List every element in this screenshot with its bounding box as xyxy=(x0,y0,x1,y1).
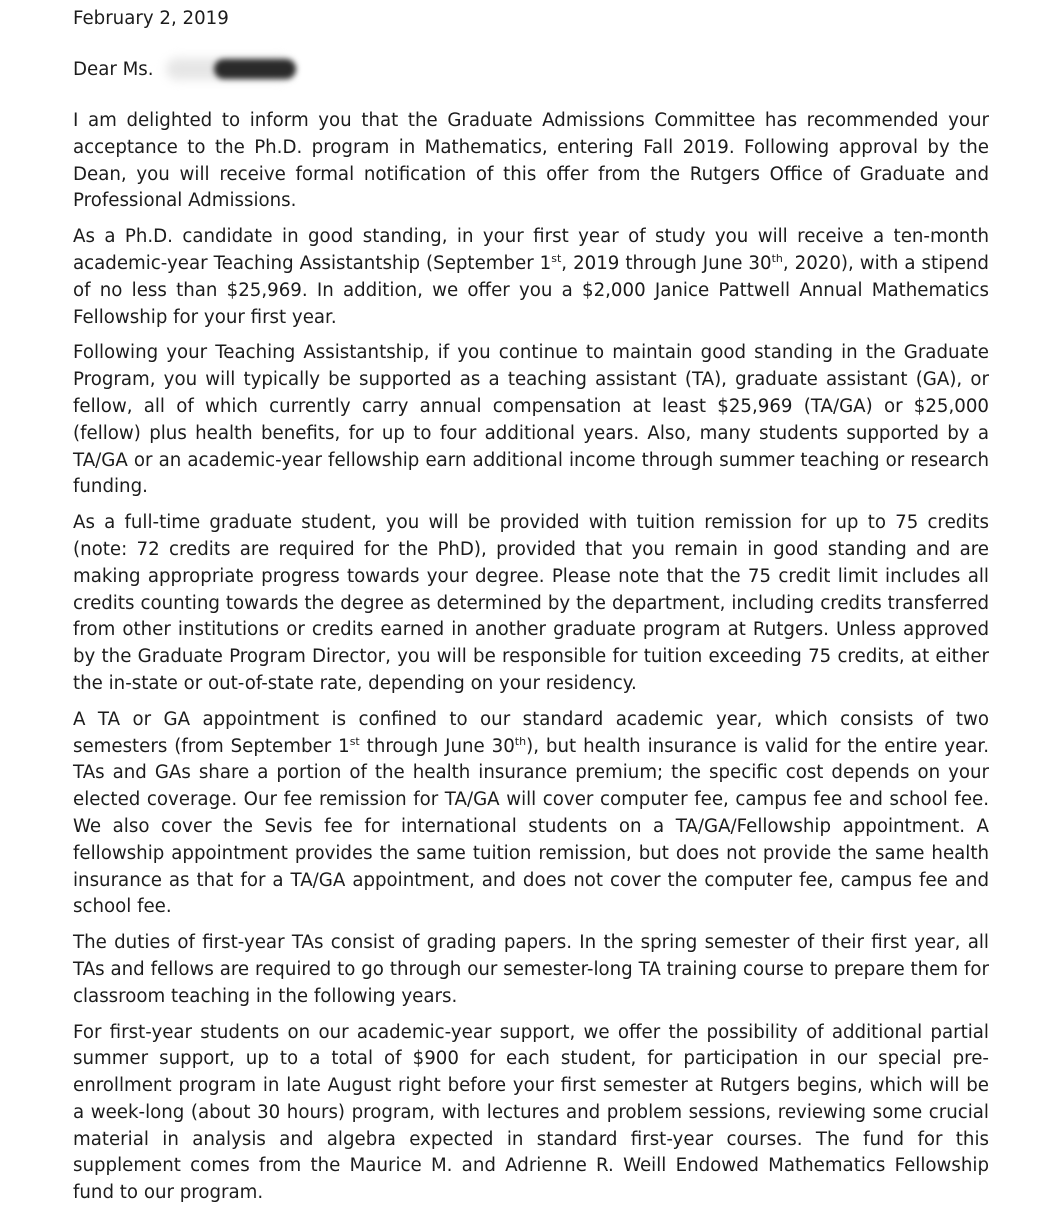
letter-body xyxy=(73,108,989,1216)
redacted-name xyxy=(166,58,292,78)
paragraph xyxy=(73,1020,989,1208)
ordinal-suffix: st xyxy=(551,251,562,265)
salutation-text: Dear Ms. xyxy=(73,59,154,80)
paragraph-text: through June 30 xyxy=(359,735,515,757)
paragraph-text: For first-year students on our academic-year support, we offer the possibility of additional partial summer support, up to a total of $900 for each student, for participation in our special pre-enrollment program in late August right before your first semester at Rutgers begins, which will be a week-long (about 30 hours) program, with lectures and problem sessions, reviewing some crucial material in analysis and algebra expected in standard first-year courses. The fund for this supplement comes from the Maurice M. and Adrienne R. Weill Endowed Mathematics Fellowship fund to our program. xyxy=(73,1021,989,1204)
paragraph-text: As a full-time graduate student, you will be provided with tuition remission for up to 75 credits (note: 72 credits are required for the PhD), provided that you remain in good standing and are making appropriate progress towards your degree. Please note that the 75 credit limit includes all credits counting towards the degree as determined by the department, including credits transferred from other institutions or credits earned in another graduate program at Rutgers. Unless approved by the Graduate Program Director, you will be responsible for tuition exceeding 75 credits, at either the in-state or out-of-state rate, depending on your residency. xyxy=(73,512,989,694)
paragraph xyxy=(73,108,989,215)
ordinal-suffix: th xyxy=(514,734,527,748)
paragraph-text: The duties of first-year TAs consist of grading papers. In the spring semester of their first year, all TAs and fellows are required to go through our semester-long TA training course to prepare them for classroom teaching in the following years. xyxy=(73,932,989,1007)
salutation xyxy=(73,57,292,84)
paragraph xyxy=(73,340,989,501)
paragraph-text: A TA or GA appointment is confined to our standard academic year, which consists of two semesters (from September 1 xyxy=(73,708,989,757)
paragraph xyxy=(73,510,989,698)
paragraph-text: I am delighted to inform you that the Graduate Admissions Committee has recommended your acceptance to the Ph.D. program in Mathematics, entering Fall 2019. Following approval by the Dean, you will receive formal notification of this offer from the Rutgers Office of Graduate and Professional Admissions. xyxy=(73,110,989,212)
paragraph-text: Following your Teaching Assistantship, if you continue to maintain good standing in the Graduate Program, you will typically be supported as a teaching assistant (TA), graduate assistant (GA), or fellow, all of which currently carry annual compensation at least $25,969 (TA/GA) or $25,000 (fellow) plus health benefits, for up to four additional years. Also, many students supported by a TA/GA or an academic-year fellowship earn additional income through summer teaching or research funding. xyxy=(73,342,989,498)
paragraph xyxy=(73,224,989,331)
paragraph-text: , 2020), with a stipend of no less than $25,969. In addition, we offer you a $2,000 Janice Pattwell Annual Mathematics Fellowship for your first year. xyxy=(73,252,989,328)
letter-date: February 2, 2019 xyxy=(73,8,229,29)
paragraph-text: ), but health insurance is valid for the entire year. TAs and GAs share a portion of the health insurance premium; the specific cost depends on your elected coverage. Our fee remission for TA/GA will cover computer fee, campus fee and school fee. We also cover the Sevis fee for international students on a TA/GA/Fellowship appointment. A fellowship appointment provides the same tuition remission, but does not provide the same health insurance as that for a TA/GA appointment, and does not cover the computer fee, campus fee and school fee. xyxy=(73,735,989,918)
ordinal-suffix: st xyxy=(349,734,360,748)
ordinal-suffix: th xyxy=(771,251,783,265)
paragraph-text: As a Ph.D. candidate in good standing, in your first year of study you will receive a ten-month academic-year Teaching Assistantship (September 1 xyxy=(73,226,989,274)
paragraph xyxy=(73,707,989,921)
paragraph xyxy=(73,930,989,1010)
paragraph-text: , 2019 through June 30 xyxy=(561,252,772,274)
